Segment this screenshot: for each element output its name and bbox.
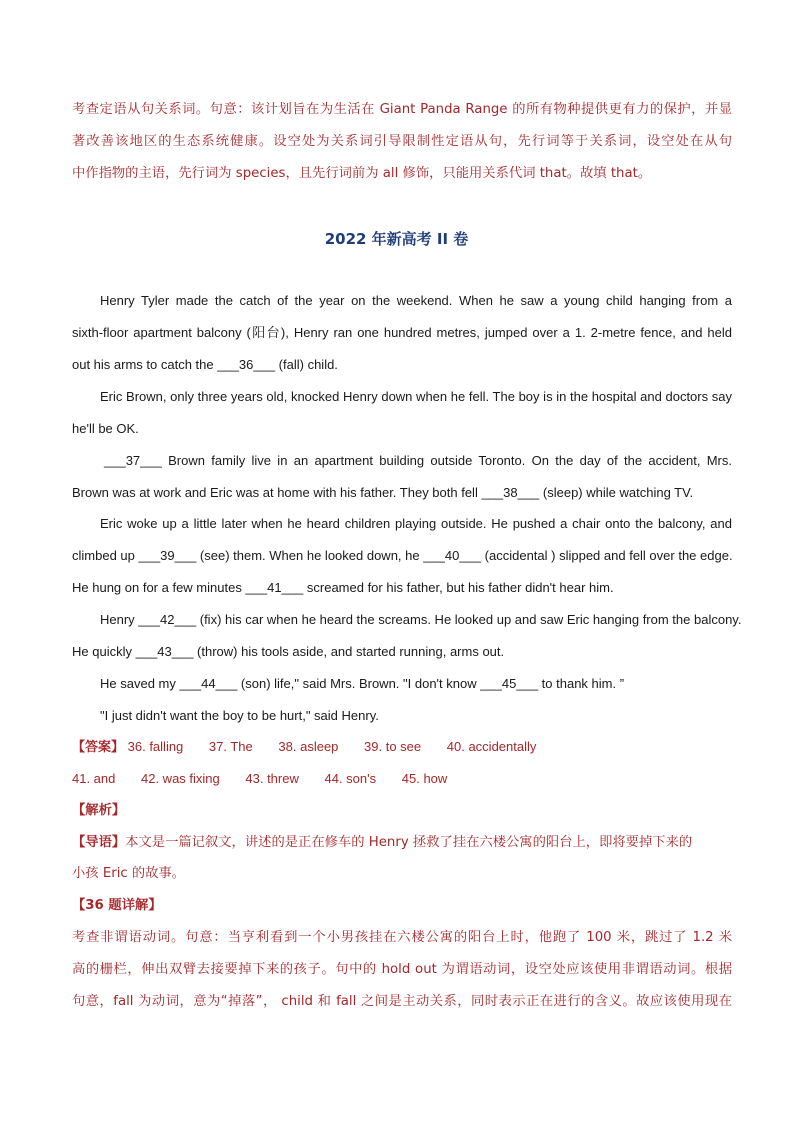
answers-row-1 xyxy=(72,737,732,758)
detail-line-1: 考查非谓语动词。句意：当亨利看到一个小男孩挂在六楼公寓的阳台上时，他跑了 100 米，跳过了 1.2 米 xyxy=(72,930,732,945)
intro-line-3: 中作指物的主语，先行词为 species，且先行词前为 all 修饰，只能用关系代词 that。故填 that。 xyxy=(72,166,652,181)
passage-line-6: ___37___ Brown family live in an apartment building outside Toronto. On the day of the accident, Mrs. xyxy=(104,453,732,468)
answers-row-2 xyxy=(72,769,732,789)
passage-line-4: Eric Brown, only three years old, knocked Henry down when he fell. The boy is in the hospital and doctors say xyxy=(100,389,732,404)
intro-line-1: 考查定语从句关系词。句意：该计划旨在为生活在 Giant Panda Range 的所有物种提供更有力的保护，并显 xyxy=(72,102,732,117)
answer-44: 44. son's xyxy=(324,771,377,786)
answer-36: 36. falling xyxy=(127,739,184,754)
passage-line-2: sixth-floor apartment balcony (阳台), Henry ran one hundred metres, jumped over a 1. 2-metre fence, and held xyxy=(72,325,732,340)
section-title: 2022 年新高考 II 卷 xyxy=(324,230,469,248)
intro-line-2: 著改善该地区的生态系统健康。设空处为关系词引导限制性定语从句，先行词等于关系词，设空处在从句 xyxy=(72,134,732,149)
passage-line-10: He hung on for a few minutes ___41___ screamed for his father, but his father didn't hear him. xyxy=(72,580,614,595)
guide-label: 【导语】 xyxy=(72,835,126,850)
passage-line-5: he'll be OK. xyxy=(72,421,139,436)
answer-42: 42. was fixing xyxy=(141,771,220,786)
analysis-label: 【解析】 xyxy=(72,803,126,818)
detail-line-2: 高的栅栏，伸出双臂去接要掉下来的孩子。句中的 hold out 为谓语动词，设空处应该使用非谓语动词。根据 xyxy=(72,962,732,977)
answer-45: 45. how xyxy=(401,771,448,786)
answer-43: 43. threw xyxy=(245,771,299,786)
passage-line-8: Eric woke up a little later when he heard children playing outside. He pushed a chair onto the balcony, and xyxy=(100,516,732,531)
passage-line-1: Henry Tyler made the catch of the year on the weekend. When he saw a young child hanging from a xyxy=(100,293,732,308)
passage-line-11: Henry ___42___ (fix) his car when he heard the screams. He looked up and saw Eric hanging from the balcony. xyxy=(100,612,742,627)
detail-label: 【36 题详解】 xyxy=(72,898,162,913)
detail-line-3: 句意，fall 为动词，意为“掉落”， child 和 fall 之间是主动关系，同时表示正在进行的含义。故应该使用现在 xyxy=(72,994,732,1009)
guide-line-1 xyxy=(72,833,732,853)
passage-line-12: He quickly ___43___ (throw) his tools aside, and started running, arms out. xyxy=(72,644,505,659)
answer-40: 40. accidentally xyxy=(446,739,537,754)
passage-line-7: Brown was at work and Eric was at home with his father. They both fell ___38___ (sleep) while watching TV. xyxy=(72,485,694,500)
answer-41: 41. and xyxy=(72,771,116,786)
guide-line-2: 小孩 Eric 的故事。 xyxy=(72,866,186,881)
guide-text-1: 本文是一篇记叙文，讲述的是正在修车的 Henry 拯救了挂在六楼公寓的阳台上，即将要掉下来的 xyxy=(125,835,693,850)
answer-label: 【答案】 xyxy=(72,740,125,755)
answer-38: 38. asleep xyxy=(278,739,339,754)
answer-37: 37. The xyxy=(208,739,253,754)
passage-line-3: out his arms to catch the ___36___ (fall) child. xyxy=(72,357,338,372)
passage-line-9: climbed up ___39___ (see) them. When he looked down, he ___40___ (accidental ) slipped and fell over the edge. xyxy=(72,548,733,563)
passage-line-14: "I just didn't want the boy to be hurt," said Henry. xyxy=(100,708,379,723)
passage-line-13: He saved my ___44___ (son) life," said Mrs. Brown. "I don't know ___45___ to thank him. ” xyxy=(100,676,625,691)
answer-39: 39. to see xyxy=(364,739,422,754)
